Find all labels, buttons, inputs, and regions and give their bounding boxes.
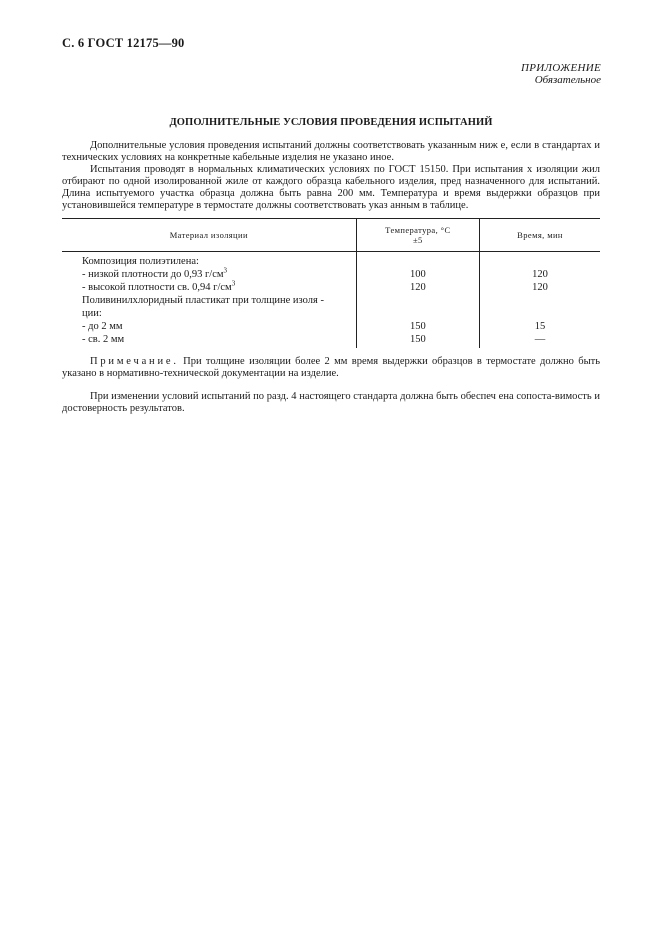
appendix-status: Обязательное	[534, 74, 601, 86]
superscript: 3	[231, 279, 236, 288]
cell-time: 120	[532, 282, 548, 293]
table-row	[62, 252, 600, 269]
cell-material: - св. 2 мм	[82, 334, 125, 345]
superscript: 3	[223, 266, 227, 275]
note-text: При толщине изоляции более 2 мм время выдержки образцов в термостате должно быть указано в нормативно-технической документации на изделие.	[62, 356, 601, 379]
cell-temperature	[356, 307, 479, 320]
cell-time	[480, 252, 600, 269]
table-row	[62, 320, 600, 333]
cell-time	[480, 307, 600, 320]
header-time: Время, мин	[480, 219, 600, 252]
paragraph: Дополнительные условия проведения испытаний должны соответствовать указанным ниж е, если в стандартах и технических условиях на конкретные кабельные изделия не указано иное.	[62, 140, 600, 163]
cell-time: 120	[532, 269, 548, 280]
cell-material: - до 2 мм	[82, 321, 123, 332]
header-temperature-label: Температура, °С	[385, 225, 451, 235]
table-row	[62, 294, 600, 307]
cell-time: 15	[534, 321, 546, 332]
final-text	[62, 391, 600, 415]
cell-time: —	[534, 334, 546, 345]
cell-temperature	[356, 294, 479, 307]
paragraph: Испытания проводят в нормальных климатических условиях по ГОСТ 15150. При испытания х изоляции жил отбирают по одной изолированной жиле от каждого образца кабельного изделия, пред назначенного для испытаний. Длина испытуемого участка образца должна быть равна 200 мм. Температура и время выдержки образцов при установившейся температуре в термостате должны соответствовать указ анным в таблице.	[62, 164, 600, 211]
cell-temperature: 120	[356, 281, 479, 294]
cell-time	[480, 294, 600, 307]
cell-temperature: 100	[356, 268, 479, 281]
header-material: Материал изоляции	[62, 219, 356, 252]
cell-temperature: 150	[356, 320, 479, 333]
cell-material-text: - высокой плотности св. 0,94 г/см	[82, 282, 232, 293]
cell-material	[62, 268, 356, 281]
note-paragraph	[62, 356, 600, 380]
table-note	[62, 356, 600, 380]
table-row	[62, 307, 600, 320]
page-header: С. 6 ГОСТ 12175—90	[62, 36, 185, 50]
cell-material: Композиция полиэтилена:	[82, 256, 199, 267]
note-label: Примечание.	[90, 356, 179, 367]
cell-material: ции:	[82, 308, 102, 319]
cell-temperature: 150	[356, 333, 479, 348]
body-text	[62, 140, 600, 212]
appendix-title: ПРИЛОЖЕНИЕ	[521, 62, 601, 74]
table-header-row	[62, 219, 600, 252]
cell-material-text: - низкой плотности до 0,93 г/см	[82, 269, 224, 280]
table-row	[62, 333, 600, 348]
table-row	[62, 268, 600, 281]
table-row	[62, 281, 600, 294]
cell-temperature	[356, 252, 479, 269]
paragraph: При изменении условий испытаний по разд. 4 настоящего стандарта должна быть обеспеч ена сопоста-вимость и достоверность результатов.	[62, 391, 600, 414]
header-temperature	[356, 219, 479, 252]
header-temperature-tolerance: ±5	[412, 235, 423, 245]
section-title: ДОПОЛНИТЕЛЬНЫЕ УСЛОВИЯ ПРОВЕДЕНИЯ ИСПЫТАНИЙ	[169, 117, 493, 128]
cell-material	[62, 281, 356, 294]
appendix-label	[521, 62, 601, 86]
cell-material: Поливинилхлоридный пластикат при толщине изоля -	[82, 295, 324, 306]
conditions-table	[62, 218, 600, 348]
